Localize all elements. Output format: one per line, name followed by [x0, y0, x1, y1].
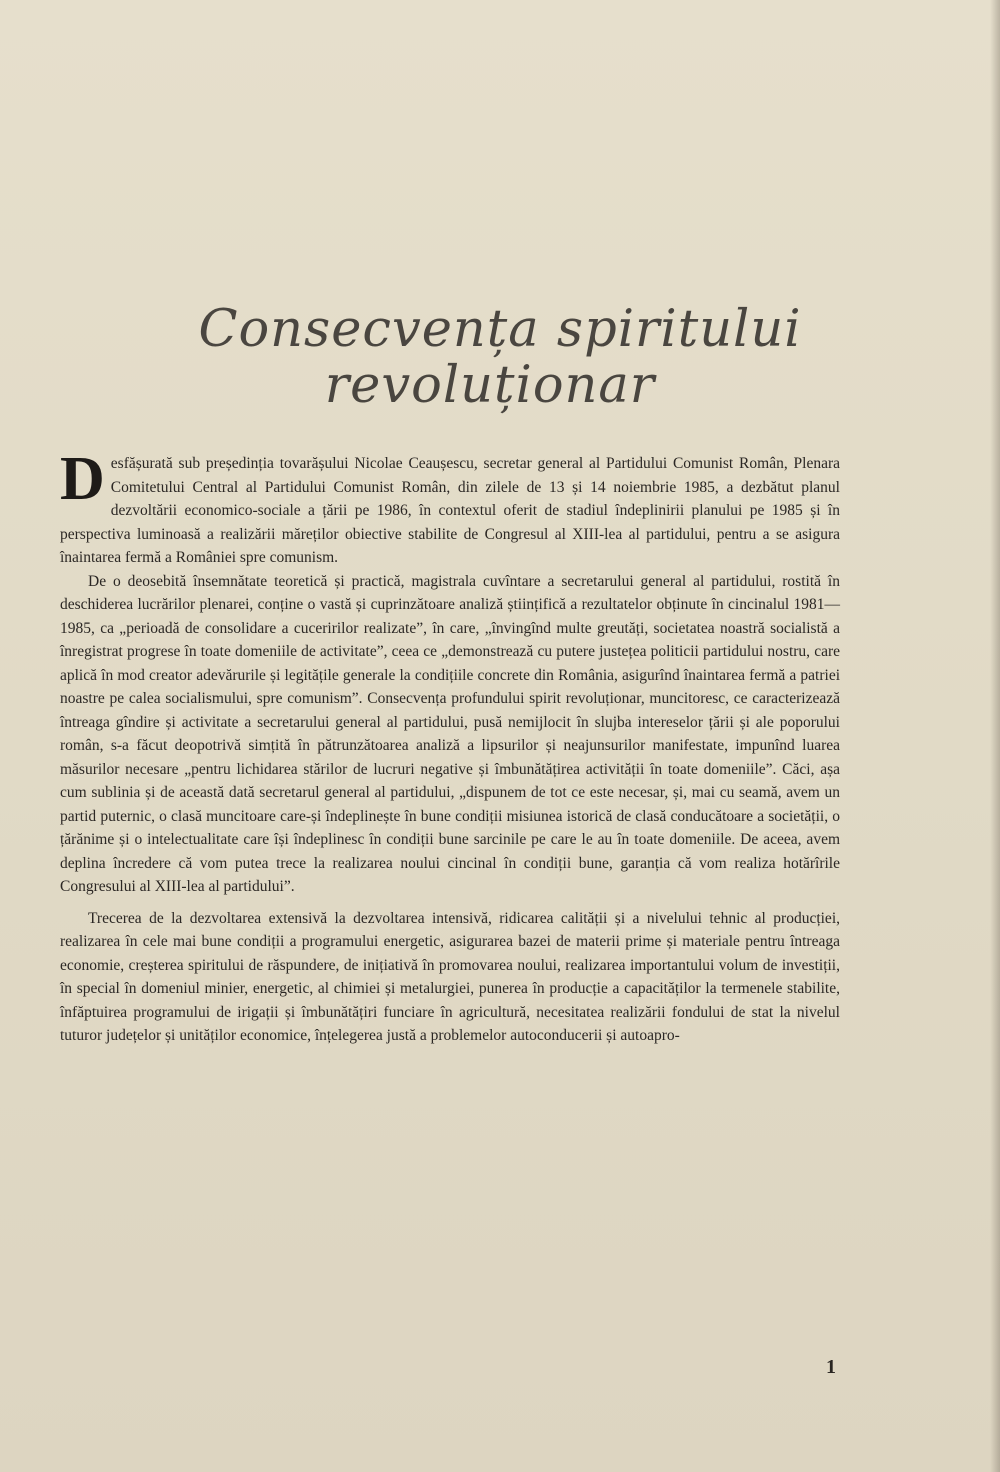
title-line-1: Consecvența spiritului — [198, 300, 802, 360]
paragraph-1-text: esfășurată sub președinția tovarășului Nicolae Ceaușescu, secretar general al Partidului Comunist Român, Plenara Comitetului Central al Partidului Comunist Român, din zilele de 13 și 14 noiembrie 1985, a dezbătut planul dezvoltării economico-sociale a țării pe 1986, în contextul oferit de stadiul îndeplinirii planului pe 1985 și în perspectiva luminoasă a realizării măreților obiective stabilite de Congresul al XIII-lea al partidului, pentru a se asigura înaintarea fermă a României spre comunism. — [60, 455, 840, 566]
drop-cap: D — [60, 445, 105, 513]
paragraph-1 — [60, 445, 840, 570]
paragraph-3: Trecerea de la dezvoltarea extensivă la dezvoltarea intensivă, ridicarea calității și a nivelului tehnic al producției, realizarea în cele mai bune condiții a programului energetic, asigurarea bazei de materii prime și materiale pentru întreaga economie, creșterea spiritului de răspundere, de inițiativă în promovarea noului, realizarea importantului volum de investiții, în special în domeniul minier, energetic, al chimiei și metalurgiei, punerea în producție a capacităților la termenele stabilite, înfăptuirea programului de irigații și îmbunătățiri funciare în agricultură, necesitatea realizării fondului de stat la nivelul tuturor județelor și unităților economice, înțelegerea justă a problemelor autoconducerii și autoapro- — [60, 909, 840, 1044]
page-edge-shadow — [990, 0, 1000, 1472]
page-number: 1 — [826, 1356, 836, 1378]
paragraph-2: De o deosebită însemnătate teoretică și practică, magistrala cuvîntare a secretarului general al partidului, rostită în deschiderea lucrărilor plenarei, conține o vastă și cuprinzătoare analiză științifică a rezultatelor obținute în cincinalul 1981—1985, ca „perioadă de consolidare a cuceririlor realizate”, în care, „învingînd multe greutăți, societatea noastră socialistă a înregistrat progrese în toate domeniile de activitate”, ceea ce „demonstrează cu putere justețea politicii partidului nostru, care aplică în mod creator adevărurile și legitățile generale la condițiile concrete din România, asigurînd înaintarea fermă a patriei noastre pe calea socialismului, spre comunism”. Consecvența profundului spirit revoluționar, muncitoresc, ce caracterizează întreaga gîndire și activitate a secretarului general al partidului, pusă nemijlocit în slujba intereselor țării și ale poporului român, s-a făcut deopotrivă simțită în pătrunzătoarea analiză a lipsurilor și neajunsurilor manifestate, impunînd luarea măsurilor necesare „pentru lichidarea stărilor de lucruri negative și îmbunătățirea activității în toate domeniile”. Căci, așa cum sublinia și de această dată secretarul general al partidului, „dispunem de tot ce este necesar, și, mai cu seamă, avem un partid puternic, o clasă muncitoare care-și îndeplinește în bune condiții misiunea istorică de clasă conducătoare a societății, o țărănime și o intelectualitate care își îndeplinesc în condiții bune sarcinile pe care le au în toate domeniile. De aceea, avem deplina încredere că vom putea trece la realizarea noului cincinal în condiții bune, garanția că vom realiza hotărîrile Congresului al XIII-lea al partidului”. — [60, 572, 840, 895]
title-line-2: revoluționar — [324, 356, 656, 416]
article-title — [0, 302, 1000, 414]
article-body — [60, 445, 840, 1048]
